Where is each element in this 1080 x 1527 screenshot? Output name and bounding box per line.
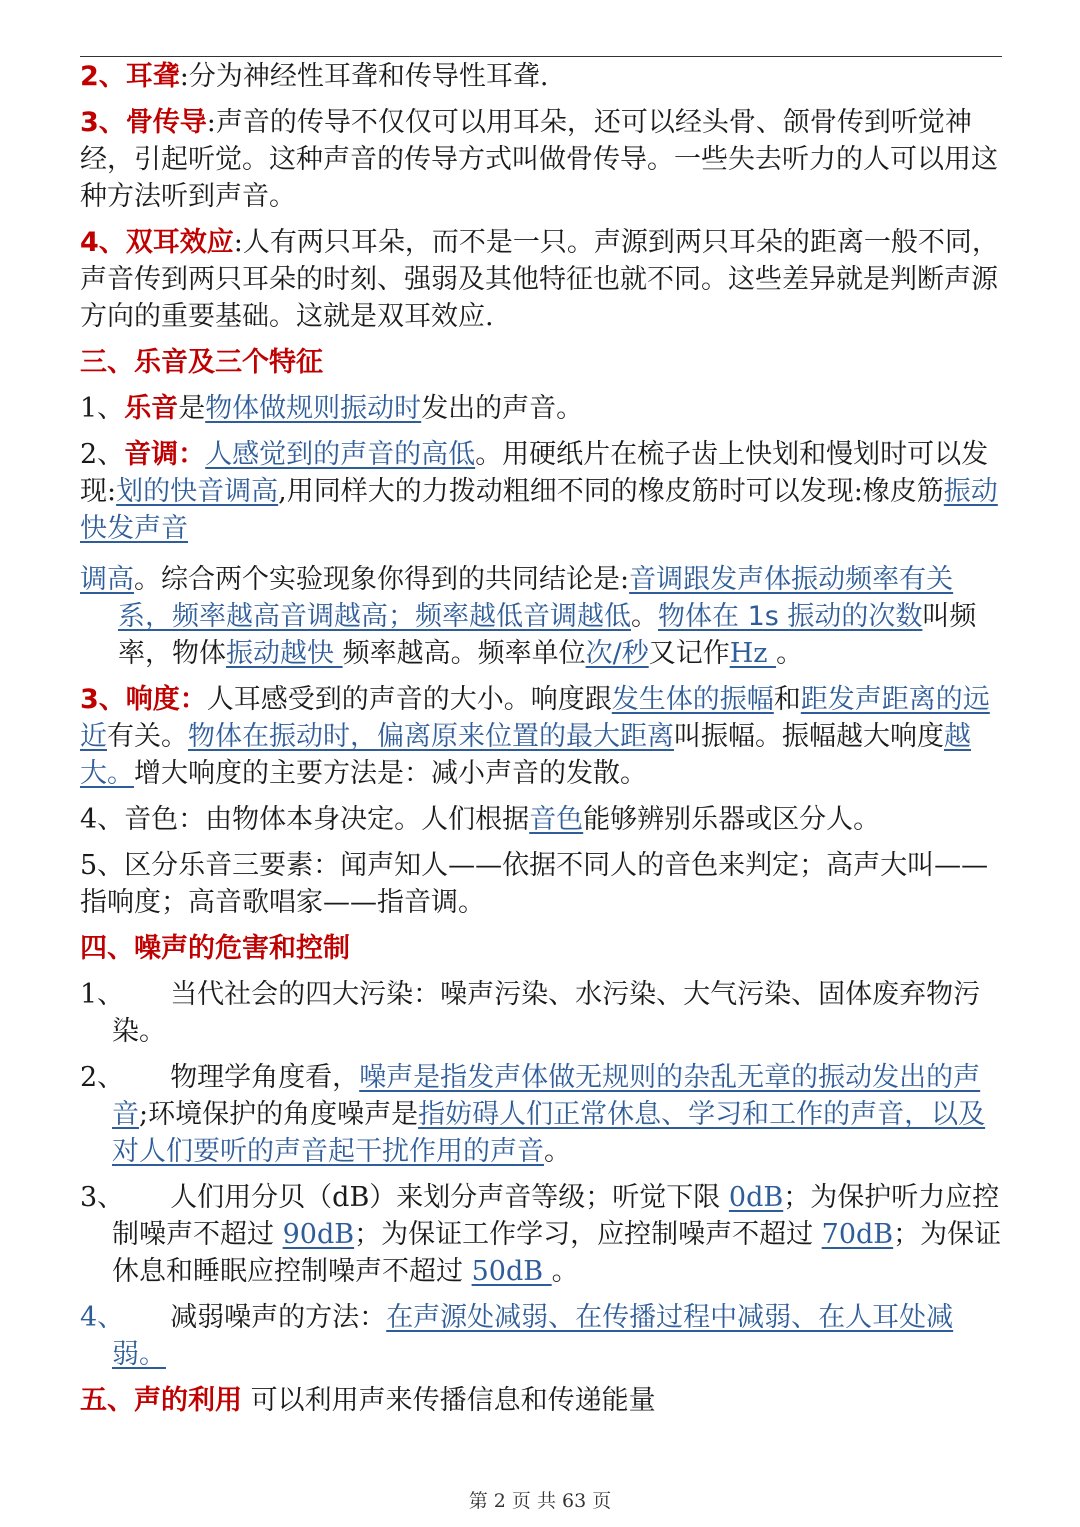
term-musical-sound: 乐音 — [124, 393, 179, 424]
section-heading-4: 四、噪声的危害和控制 — [80, 933, 350, 964]
text: 发出的声音。 — [421, 393, 584, 424]
item-number: 3、 — [80, 107, 126, 138]
text: ,用同样大的力拨动粗细不同的橡皮筋时可以发现:橡皮筋 — [278, 476, 944, 507]
text: 4、音色：由物体本身决定。人们根据 — [80, 804, 530, 835]
paragraph-sound-use — [80, 1382, 1002, 1419]
fill-blank-answer: 物体在振动时，偏离原来位置的最大距离 — [188, 721, 674, 752]
text: 可以利用声来传播信息和传递能量 — [250, 1385, 656, 1416]
fill-blank-answer: 划的快音调高 — [116, 476, 279, 507]
paragraph-deafness — [80, 58, 1002, 95]
fill-blank-answer: Hz — [729, 638, 777, 669]
item-number: 2、 — [80, 61, 126, 92]
term-binaural-effect: 双耳效应 — [125, 227, 234, 258]
page-number: 2 — [493, 1490, 506, 1512]
fill-blank-answer: 发生体的振幅 — [611, 684, 774, 715]
fill-blank-answer: 次/秒 — [585, 638, 649, 669]
item-number: 4、 — [80, 1302, 125, 1333]
text: 又记作 — [648, 638, 730, 669]
fill-blank-answer: 指妨碍人们正常休息、学习和工作的声音，以及对人们要听的声音起干扰作用的声音 — [112, 1099, 986, 1167]
paragraph-musical-sound — [80, 390, 1002, 427]
fill-blank-answer: 0dB — [728, 1182, 784, 1213]
text: 。 — [551, 1256, 579, 1287]
fill-blank-answer: 在声源处减弱、在传播过程中减弱、在人耳处减弱。 — [112, 1302, 954, 1370]
text: ；为保证工作学习，应控制噪声不超过 — [354, 1219, 822, 1250]
section-heading-5: 五、声的利用 — [80, 1385, 242, 1416]
fill-blank-answer: 振动快发声音 — [80, 476, 998, 544]
fill-blank-answer: 距发声距离的远近 — [80, 684, 990, 752]
text: 频率越高。频率单位 — [342, 638, 586, 669]
term-pitch: 音调： — [124, 439, 206, 470]
text: 减弱噪声的方法： — [170, 1302, 387, 1333]
fill-blank-answer: 90dB — [282, 1219, 355, 1250]
fill-blank-answer: 调高 — [80, 564, 134, 595]
fill-blank-answer: 振动越快 — [226, 638, 343, 669]
paragraph-loudness — [80, 681, 1002, 792]
text: 增大响度的主要方法是：减小声音的发散。 — [134, 758, 647, 789]
section-heading-3: 三、乐音及三个特征 — [80, 347, 323, 378]
item-number: 2、 — [80, 439, 125, 470]
paragraph-pitch — [80, 436, 1002, 547]
term-loudness: 响度： — [125, 684, 207, 715]
footer-text: 页 共 — [511, 1490, 556, 1512]
item-number: 3、 — [80, 684, 126, 715]
text: 能够辨别乐器或区分人。 — [583, 804, 881, 835]
text: 当代社会的四大污染：噪声污染、水污染、大气污染、固体废弃物污染。 — [112, 979, 981, 1047]
fill-blank-answer: 越大。 — [80, 721, 971, 789]
footer-text: 第 — [468, 1490, 488, 1512]
footer-text: 页 — [592, 1490, 612, 1512]
paragraph-binaural-effect — [80, 224, 1002, 335]
paragraph-pitch-conclusion — [80, 561, 1002, 672]
text: ；为保护听力应控制噪声不超过 — [112, 1182, 1000, 1250]
page-footer — [0, 1486, 1080, 1513]
list-item-noise-reduction — [80, 1299, 1002, 1373]
paragraph-three-elements: 5、区分乐音三要素：闻声知人——依据不同人的音色来判定；高声大叫——指响度；高音歌唱家——指音调。 — [80, 850, 989, 918]
text: 是 — [178, 393, 206, 424]
term-bone-conduction: 骨传导 — [125, 107, 207, 138]
text: 。用硬纸片在梳子齿上快划和慢划时可以发现: — [80, 439, 989, 507]
item-number: 1、 — [80, 393, 125, 424]
text: ；为保证休息和睡眠应控制噪声不超过 — [112, 1219, 1002, 1287]
definition-text: :分为神经性耳聋和传导性耳聋. — [179, 61, 549, 92]
text: 。 — [631, 601, 658, 632]
fill-blank-answer: 音调跟发声体振动频率有关系，频率越高音调越高；频率越低音调越低 — [118, 564, 954, 632]
total-pages: 63 — [562, 1490, 587, 1512]
item-number: 4、 — [80, 227, 126, 258]
item-number: 1、 — [80, 979, 125, 1010]
term-deafness: 耳聋 — [125, 61, 180, 92]
fill-blank-answer: 70dB — [821, 1219, 894, 1250]
item-number: 2、 — [80, 1062, 125, 1093]
fill-blank-answer: 人感觉到的声音的高低 — [205, 439, 476, 470]
fill-blank-answer: 物体在 1s 振动的次数 — [658, 601, 923, 632]
text: ;环境保护的角度噪声是 — [139, 1099, 419, 1130]
fill-blank-answer: 音色 — [529, 804, 584, 835]
header-rule — [80, 56, 1002, 57]
fill-blank-answer: 物体做规则振动时 — [205, 393, 422, 424]
text: 。 — [544, 1136, 571, 1167]
text: 叫频率，物体 — [118, 601, 977, 669]
text: 有关。 — [107, 721, 188, 752]
paragraph-timbre — [80, 801, 1002, 838]
text: 人们用分贝（dB）来划分声音等级；听觉下限 — [170, 1182, 729, 1213]
fill-blank-answer: 噪声是指发声体做无规则的杂乱无章的振动发出的声音 — [112, 1062, 981, 1130]
fill-blank-answer: 50dB — [471, 1256, 552, 1287]
text: 。 — [776, 638, 804, 669]
document-page — [80, 58, 1002, 1428]
list-item-noise-definition — [80, 1059, 1002, 1170]
text: 人耳感受到的声音的大小。响度跟 — [206, 684, 612, 715]
paragraph-bone-conduction — [80, 104, 1002, 215]
text: 。综合两个实验现象你得到的共同结论是: — [134, 564, 630, 595]
list-item-decibel-levels — [80, 1179, 1002, 1290]
text: 和 — [773, 684, 801, 715]
item-number: 3、 — [80, 1182, 125, 1213]
list-item-pollution — [80, 976, 1002, 1050]
definition-text: :人有两只耳朵，而不是一只。声源到两只耳朵的距离一般不同，声音传到两只耳朵的时刻、强弱及其他特征也就不同。这些差异就是判断声源方向的重要基础。这就是双耳效应. — [80, 227, 999, 332]
definition-text: :声音的传导不仅仅可以用耳朵，还可以经头骨、颌骨传到听觉神经，引起听觉。这种声音的传导方式叫做骨传导。一些失去听力的人可以用这种方法听到声音。 — [80, 107, 998, 212]
text: 叫振幅。振幅越大响度 — [674, 721, 944, 752]
text: 物理学角度看， — [170, 1062, 360, 1093]
